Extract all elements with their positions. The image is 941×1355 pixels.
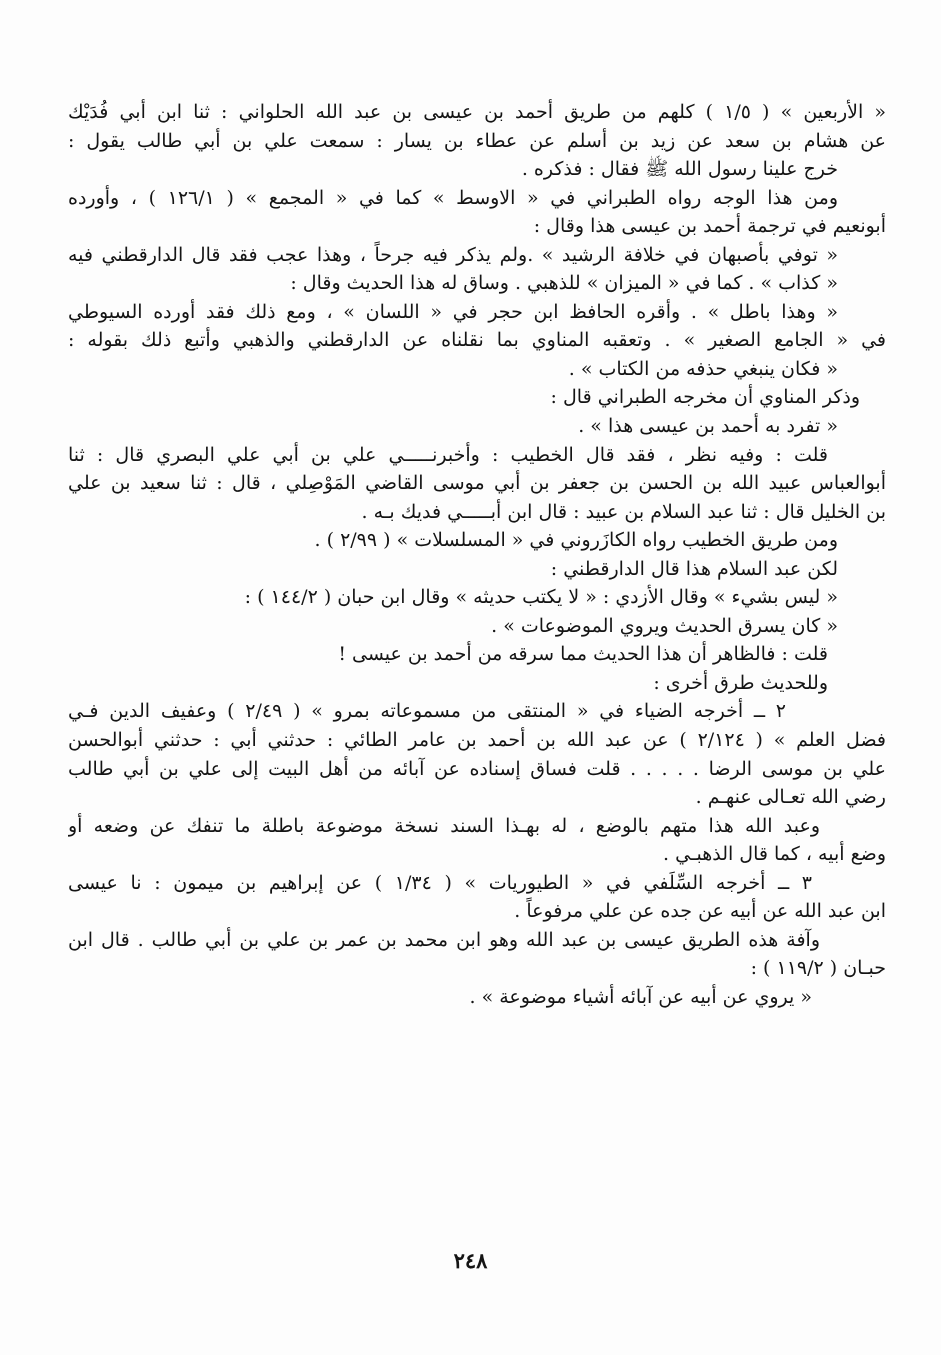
body-text: [68, 98, 886, 1012]
text-line: « كذاب » . كما في « الميزان » للذهبي . وساق له هذا الحديث وقال :: [290, 272, 838, 295]
text-line: رضي الله تعـالى عنهـم .: [695, 786, 886, 809]
text-line: علي بن موسى الرضا . . . . . قلت فساق إسناده عن آبائه من أهل البيت إلى علي بن أبي طالب: [68, 757, 886, 780]
text-line: عن هشام بن سعد عن زيد بن أسلم عن عطاء بن يسار : سمعت علي بن أبي طالب يقول :: [68, 129, 886, 152]
text-line: قلت : فالظاهر أن هذا الحديث مما سرقه من أحمد بن عيسى !: [338, 643, 828, 666]
text-line: فضل العلم » ( ٢/١٢٤ ) عن عبد الله بن أحمد بن عامر الطائي : حدثني أبي : حدثني أبوالحسن: [68, 729, 886, 752]
text-line: ٣ ــ أخرجه السِّلَفي في « الطيوريات » ( ١/٣٤ ) عن إبراهيم بن ميمون : نا عيسى: [68, 871, 812, 894]
text-line: « وهذا باطل » . وأقره الحافظ ابن حجر في « اللسان » ، ومع ذلك فقد أورده السيوطي: [68, 300, 838, 323]
text-line: وذكر المناوي أن مخرجه الطبراني قال :: [550, 386, 860, 409]
text-line: ومن طريق الخطيب رواه الكازَروني في « المسلسلات » ( ٢/٩٩ ) .: [314, 529, 838, 552]
text-line: « الأربعين » ( ١/٥ ) كلهم من طريق أحمد بن عيسى بن عبد الله الحلواني : ثنا ابن أبي فُدَيْك: [68, 101, 886, 123]
text-line: « فكان ينبغي حذفه من الكتاب » .: [568, 357, 838, 380]
text-line: ومن هذا الوجه رواه الطبراني في « الاوسط » كما في « المجمع » ( ١٢٦/١ ) ، وأورده: [68, 186, 838, 209]
text-line: « تفرد به أحمد بن عيسى هذا » .: [578, 415, 838, 438]
text-line: حبـان ( ١١٩/٢ ) :: [750, 957, 886, 980]
text-line: ابن عبد الله عن أبيه عن جده عن علي مرفوعاً .: [514, 900, 886, 923]
text-line: وللحديث طرق أخرى :: [653, 671, 828, 694]
text-line: وعبد الله هذا متهم بالوضع ، له بهـذا السند نسخة موضوعة باطلة ما تنفك عن وضعه أو: [68, 814, 820, 837]
text-line: « توفي بأصبهان في خلافة الرشيد » .ولم يذكر فيه جرحاً ، وهذا عجب فقد قال الدارقطني فيه: [68, 243, 838, 266]
text-line: وضع أبيه ، كما قال الذهبـي .: [662, 843, 886, 866]
text-line: أبونعيم في ترجمة أحمد بن عيسى هذا وقال :: [533, 215, 886, 238]
text-line: « كان يسرق الحديث ويروي الموضوعات » .: [491, 614, 838, 637]
text-line: وآفة هذه الطريق عيسى بن عبد الله وهو ابن محمد بن عمر بن علي بن أبي طالب . قال ابن: [68, 928, 820, 951]
text-line: خرج علينا رسول الله ﷺ فقال : فذكره .: [521, 158, 838, 181]
text-line: « ليس بشيء » وقال الأزدي : « لا يكتب حديثه » وقال ابن حبان ( ١٤٤/٢ ) :: [244, 586, 838, 609]
text-line: في « الجامع الصغير » . وتعقبه المناوي بما نقلناه عن الدارقطني والذهبي وأتبع ذلك بقوله :: [68, 329, 886, 352]
text-line: لكن عبد السلام هذا قال الدارقطني :: [550, 557, 838, 580]
text-line: « يروي عن أبيه عن آبائه أشياء موضوعة » .: [469, 985, 812, 1008]
text-line: أبوالعباس عبيد الله بن الحسن بن جعفر بن أبي موسى القاضي المَوْصِلي ، قال : ثنا سعيد بن علي: [68, 472, 886, 495]
text-line: بن الخليل قال : ثنا عبد السلام بن عبيد : قال ابن أبـــــي فديك بـه .: [361, 500, 886, 523]
text-line: قلت : وفيه نظر ، فقد قال الخطيب : وأخبرنـــــي علي بن أبي علي البصري قال : ثنا: [68, 443, 828, 466]
page-number: ٢٤٨: [453, 1248, 488, 1273]
text-line: ٢ ــ أخرجه الضياء في « المنتقى من مسموعاته بمرو » ( ٢/٤٩ ) وعفيف الدين فـي: [68, 700, 786, 723]
